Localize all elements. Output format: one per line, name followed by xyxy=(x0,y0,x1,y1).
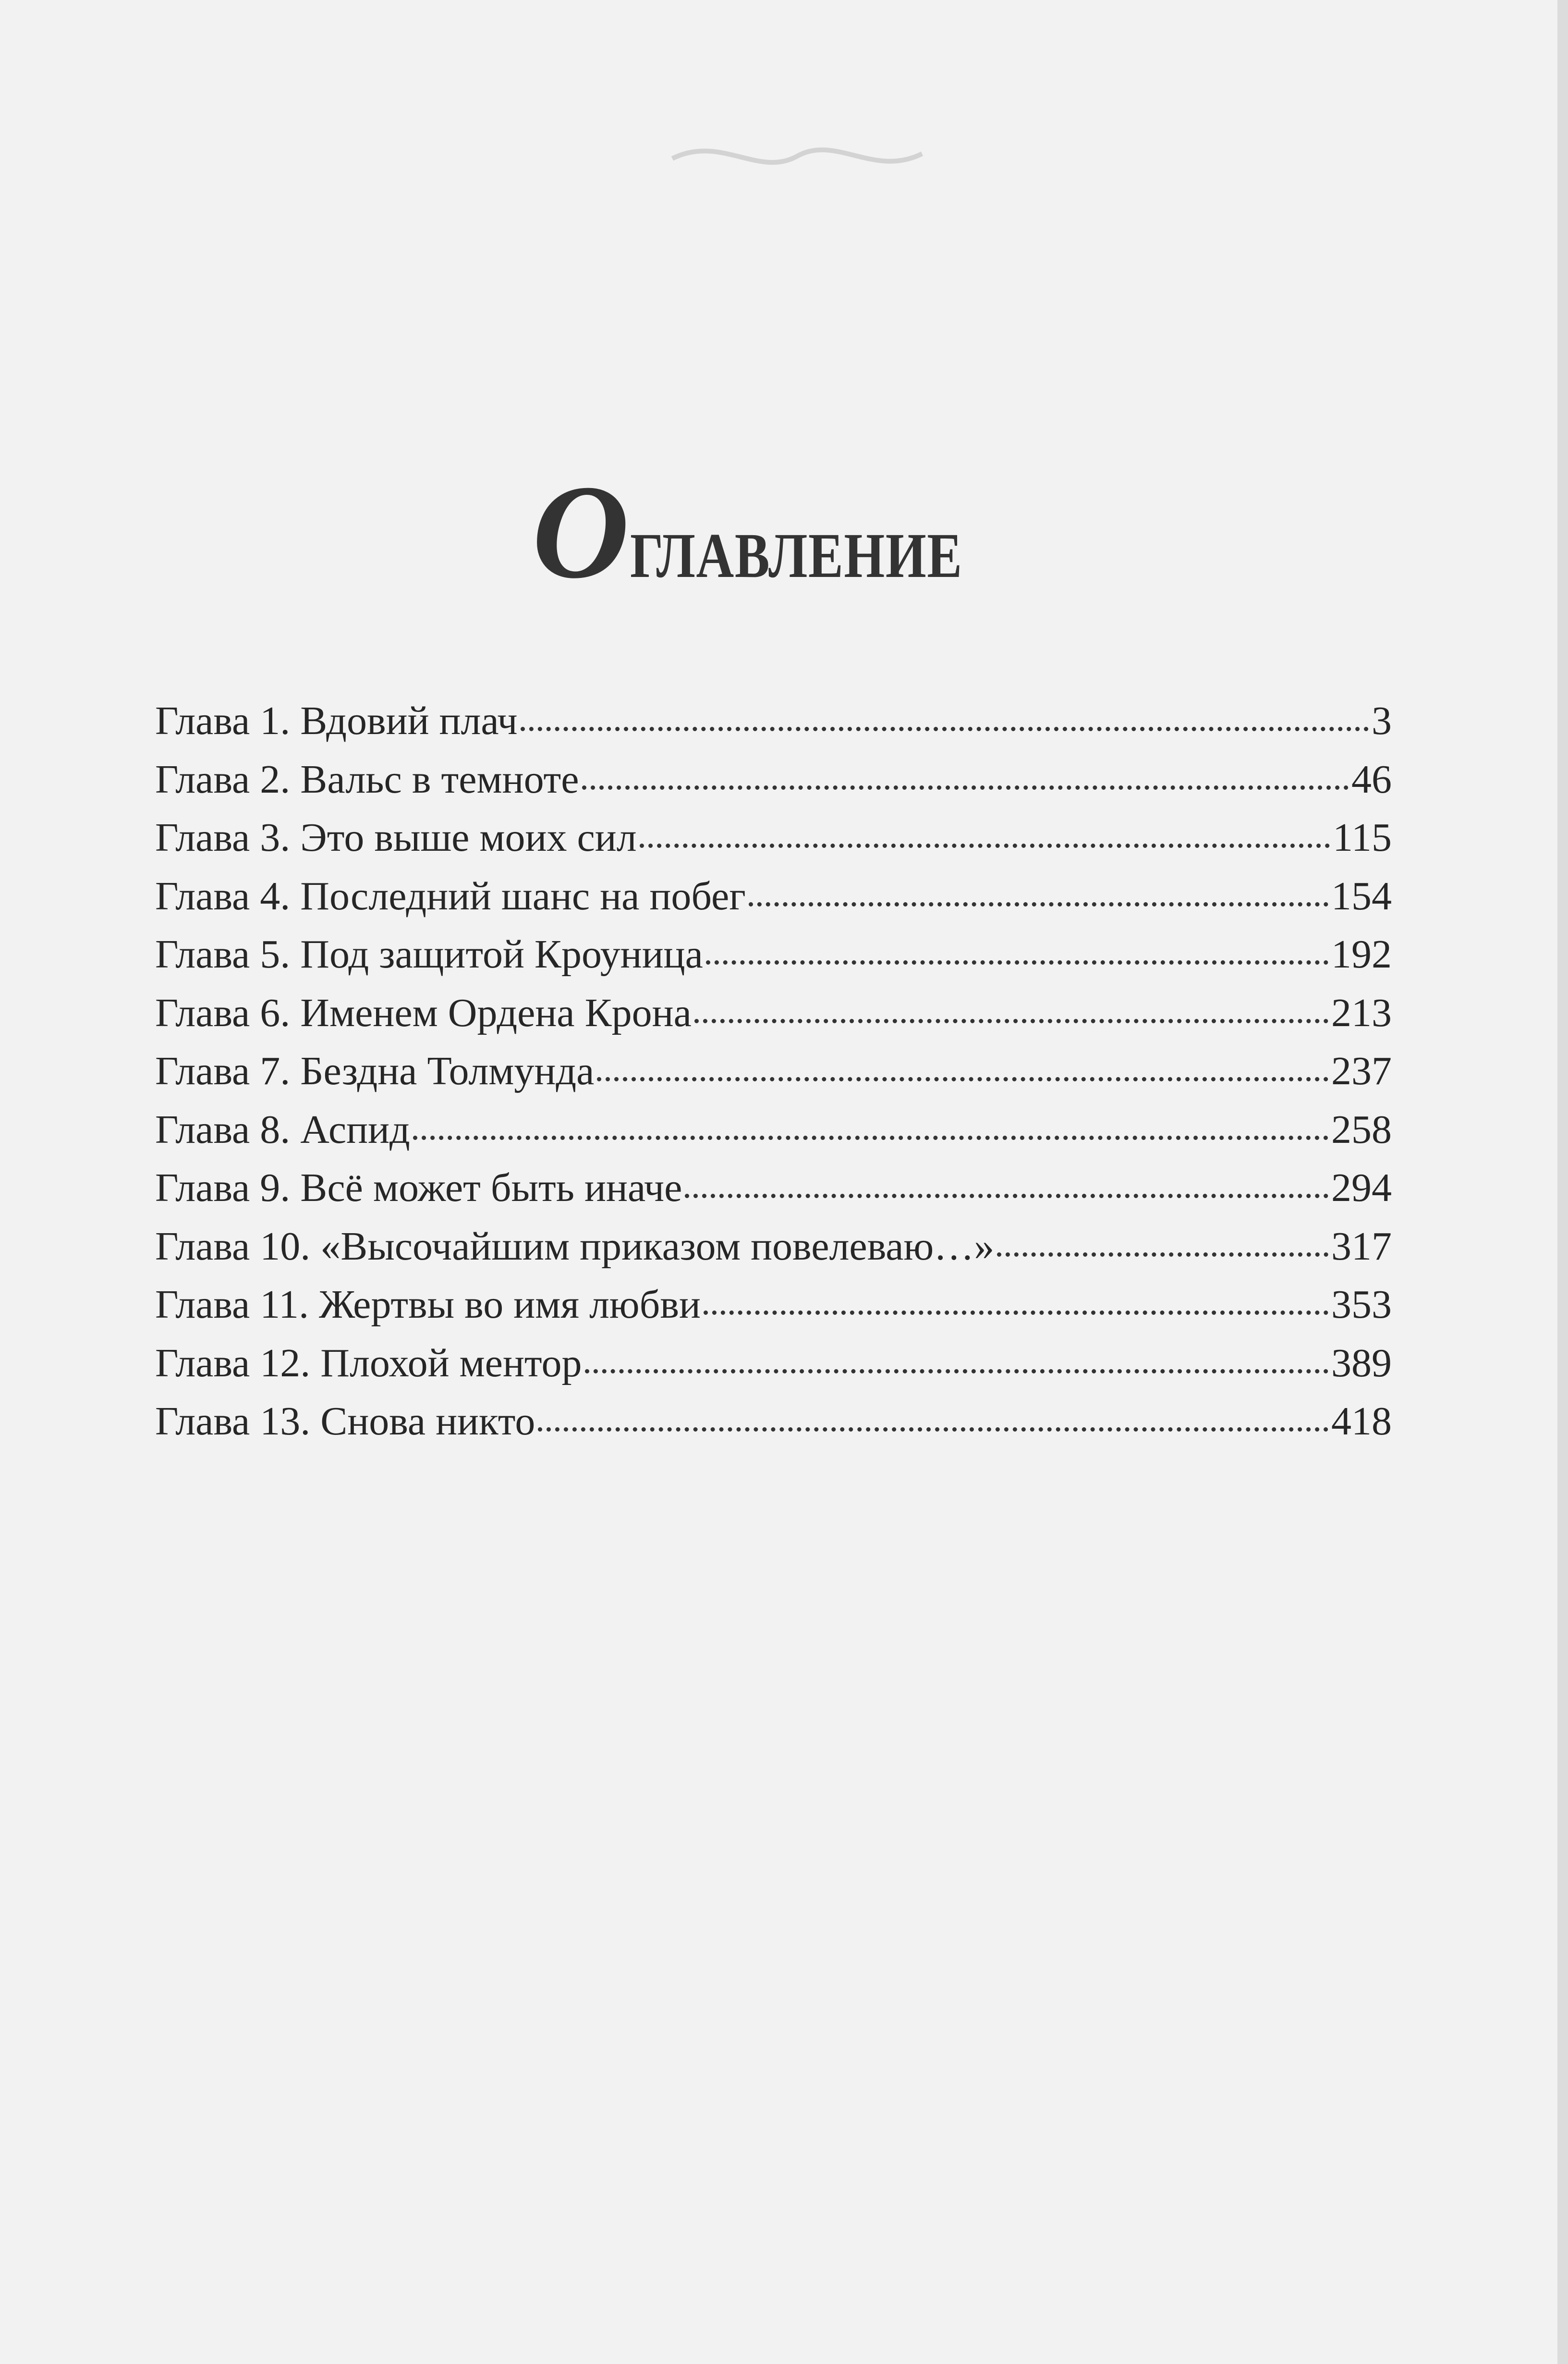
toc-entry-title: Глава 4. Последний шанс на побег xyxy=(155,873,746,919)
toc-entry-title: Глава 9. Всё может быть иначе xyxy=(155,1165,682,1210)
toc-entry[interactable] xyxy=(155,750,1392,809)
toc-entry-page: 192 xyxy=(1331,932,1392,977)
page-edge xyxy=(1557,0,1568,2364)
dot-leader xyxy=(538,1427,1328,1432)
toc-entry-page: 418 xyxy=(1331,1399,1392,1444)
toc-entry-title: Глава 2. Вальс в темноте xyxy=(155,757,579,802)
toc-entry-page: 294 xyxy=(1331,1165,1392,1210)
toc-entry[interactable] xyxy=(155,925,1392,984)
toc-entry-title: Глава 8. Аспид xyxy=(155,1107,410,1152)
dot-leader xyxy=(694,1018,1328,1023)
toc-entry-title: Глава 5. Под защитой Кроуница xyxy=(155,932,703,977)
toc-entry-title: Глава 3. Это выше моих сил xyxy=(155,815,637,860)
dot-leader xyxy=(585,1369,1328,1373)
toc-entry[interactable] xyxy=(155,1217,1392,1276)
table-of-contents xyxy=(155,692,1392,1451)
toc-entry-page: 317 xyxy=(1331,1224,1392,1269)
toc-entry-title: Глава 13. Снова никто xyxy=(155,1399,535,1444)
toc-entry[interactable] xyxy=(155,1042,1392,1101)
toc-entry[interactable] xyxy=(155,867,1392,926)
dot-leader xyxy=(582,785,1349,790)
toc-entry-title: Глава 10. «Высочайшим приказом повелеваю…» xyxy=(155,1224,995,1269)
toc-entry-page: 389 xyxy=(1331,1340,1392,1385)
toc-entry-page: 46 xyxy=(1351,757,1392,802)
toc-entry-page: 258 xyxy=(1331,1107,1392,1152)
toc-entry-title: Глава 11. Жертвы во имя любви xyxy=(155,1282,701,1327)
page-title xyxy=(0,457,1568,607)
toc-entry-page: 353 xyxy=(1331,1282,1392,1327)
toc-entry[interactable] xyxy=(155,692,1392,750)
dot-leader xyxy=(640,843,1330,848)
toc-entry-title: Глава 1. Вдовий плач xyxy=(155,698,518,743)
toc-entry-page: 115 xyxy=(1333,815,1392,860)
toc-entry-page: 3 xyxy=(1372,698,1392,743)
title-rest: главление xyxy=(630,496,963,598)
ornament-icon xyxy=(663,130,932,183)
dot-leader xyxy=(704,1310,1328,1315)
toc-entry[interactable] xyxy=(155,1275,1392,1334)
toc-entry-title: Глава 6. Именем Ордена Крона xyxy=(155,990,692,1035)
toc-entry-title: Глава 12. Плохой ментор xyxy=(155,1340,582,1385)
dot-leader xyxy=(997,1252,1328,1257)
toc-entry[interactable] xyxy=(155,984,1392,1042)
dot-leader xyxy=(749,902,1328,906)
dot-leader xyxy=(521,726,1369,731)
dot-leader xyxy=(706,960,1328,965)
toc-entry[interactable] xyxy=(155,808,1392,867)
title-initial: О xyxy=(532,457,631,607)
toc-entry[interactable] xyxy=(155,1392,1392,1451)
toc-entry[interactable] xyxy=(155,1101,1392,1159)
dot-leader xyxy=(413,1135,1328,1140)
toc-entry-page: 154 xyxy=(1331,873,1392,919)
toc-entry-page: 237 xyxy=(1331,1049,1392,1093)
toc-entry-page: 213 xyxy=(1331,990,1392,1035)
dot-leader xyxy=(597,1077,1328,1081)
toc-entry[interactable] xyxy=(155,1159,1392,1217)
toc-entry-title: Глава 7. Бездна Толмунда xyxy=(155,1049,595,1093)
dot-leader xyxy=(685,1193,1328,1198)
toc-entry[interactable] xyxy=(155,1334,1392,1393)
